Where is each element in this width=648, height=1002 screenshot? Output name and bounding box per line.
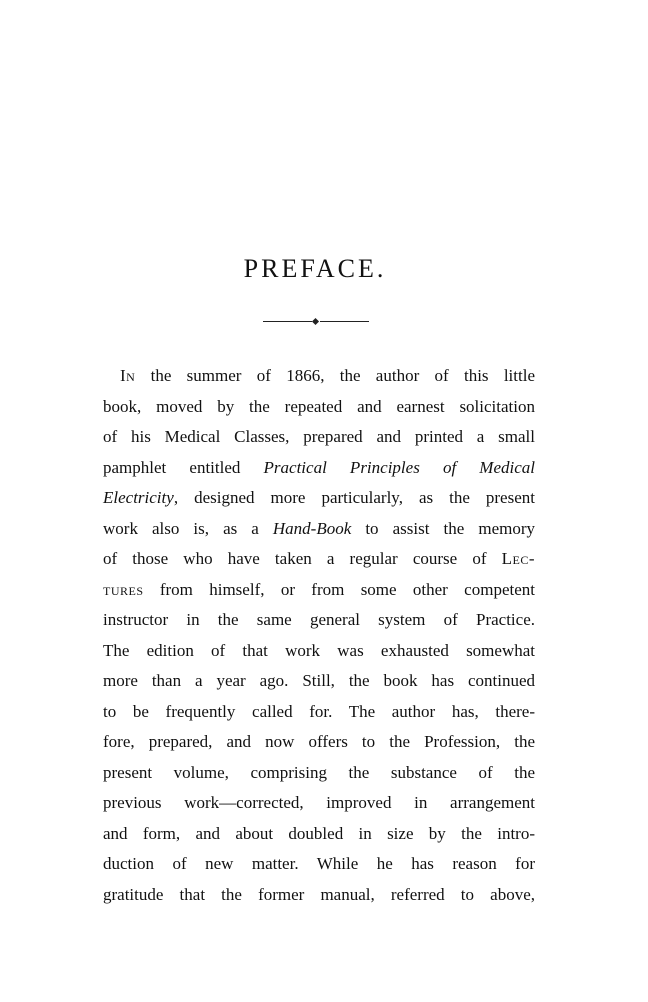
text-segment: more than a year ago. Still, the book has continued [103,671,535,690]
text-line [103,636,535,667]
text-line [103,422,535,453]
text-segment: work also is, as a [103,518,273,538]
text-line [103,544,535,575]
text-segment: book, moved by the repeated and earnest solicitation [103,396,535,416]
text-line [103,361,535,392]
text-line [103,514,535,545]
text-segment: of those who have taken a regular course of [103,549,502,568]
preface-paragraph [103,361,535,910]
text-segment: duction of new matter. While he has reason for [103,854,535,873]
italic-title: Electricity [103,488,174,507]
text-line [103,697,535,728]
text-segment: previous work—corrected, improved in arrangement [103,793,535,812]
text-line [103,880,535,911]
text-line [103,849,535,880]
italic-title: Practical Principles of Medical [263,457,536,477]
text-line [103,392,535,423]
text-line [103,758,535,789]
text-segment: fore, prepared, and now offers to the Profession, the [103,732,535,751]
text-line [103,727,535,758]
text-segment: , designed more particularly, as the present [173,488,535,507]
small-caps-term: tures [103,579,144,599]
text-segment: The edition of that work was exhausted somewhat [103,640,535,660]
text-line [103,605,535,636]
text-line [103,575,535,606]
text-line [103,483,535,514]
text-segment: instructor in the same general system of Practice. [103,610,535,629]
italic-term: Hand-Book [272,518,352,538]
diamond-ornament-icon [312,318,319,325]
page-title: PREFACE. [243,254,387,283]
drop-word: In [120,366,136,385]
small-caps-term: Lec- [501,549,535,568]
text-segment: and form, and about doubled in size by the intro- [103,823,535,843]
text-line [103,666,535,697]
text-line [103,453,535,484]
text-line [103,819,535,850]
text-segment: the summer of 1866, the author of this little [135,366,535,385]
text-segment: to assist the memory [351,518,535,538]
text-segment: pamphlet entitled [103,457,264,477]
text-segment: present volume, comprising the substance of the [103,762,535,782]
rule-right [320,321,369,322]
ornamental-rule [263,318,369,326]
text-segment: of his Medical Classes, prepared and printed a small [103,427,535,446]
text-line [103,788,535,819]
text-segment: gratitude that the former manual, referred to above, [103,884,535,904]
text-segment: from himself, or from some other competent [143,579,535,599]
rule-left [263,321,312,322]
text-segment: to be frequently called for. The author has, there- [103,701,535,721]
